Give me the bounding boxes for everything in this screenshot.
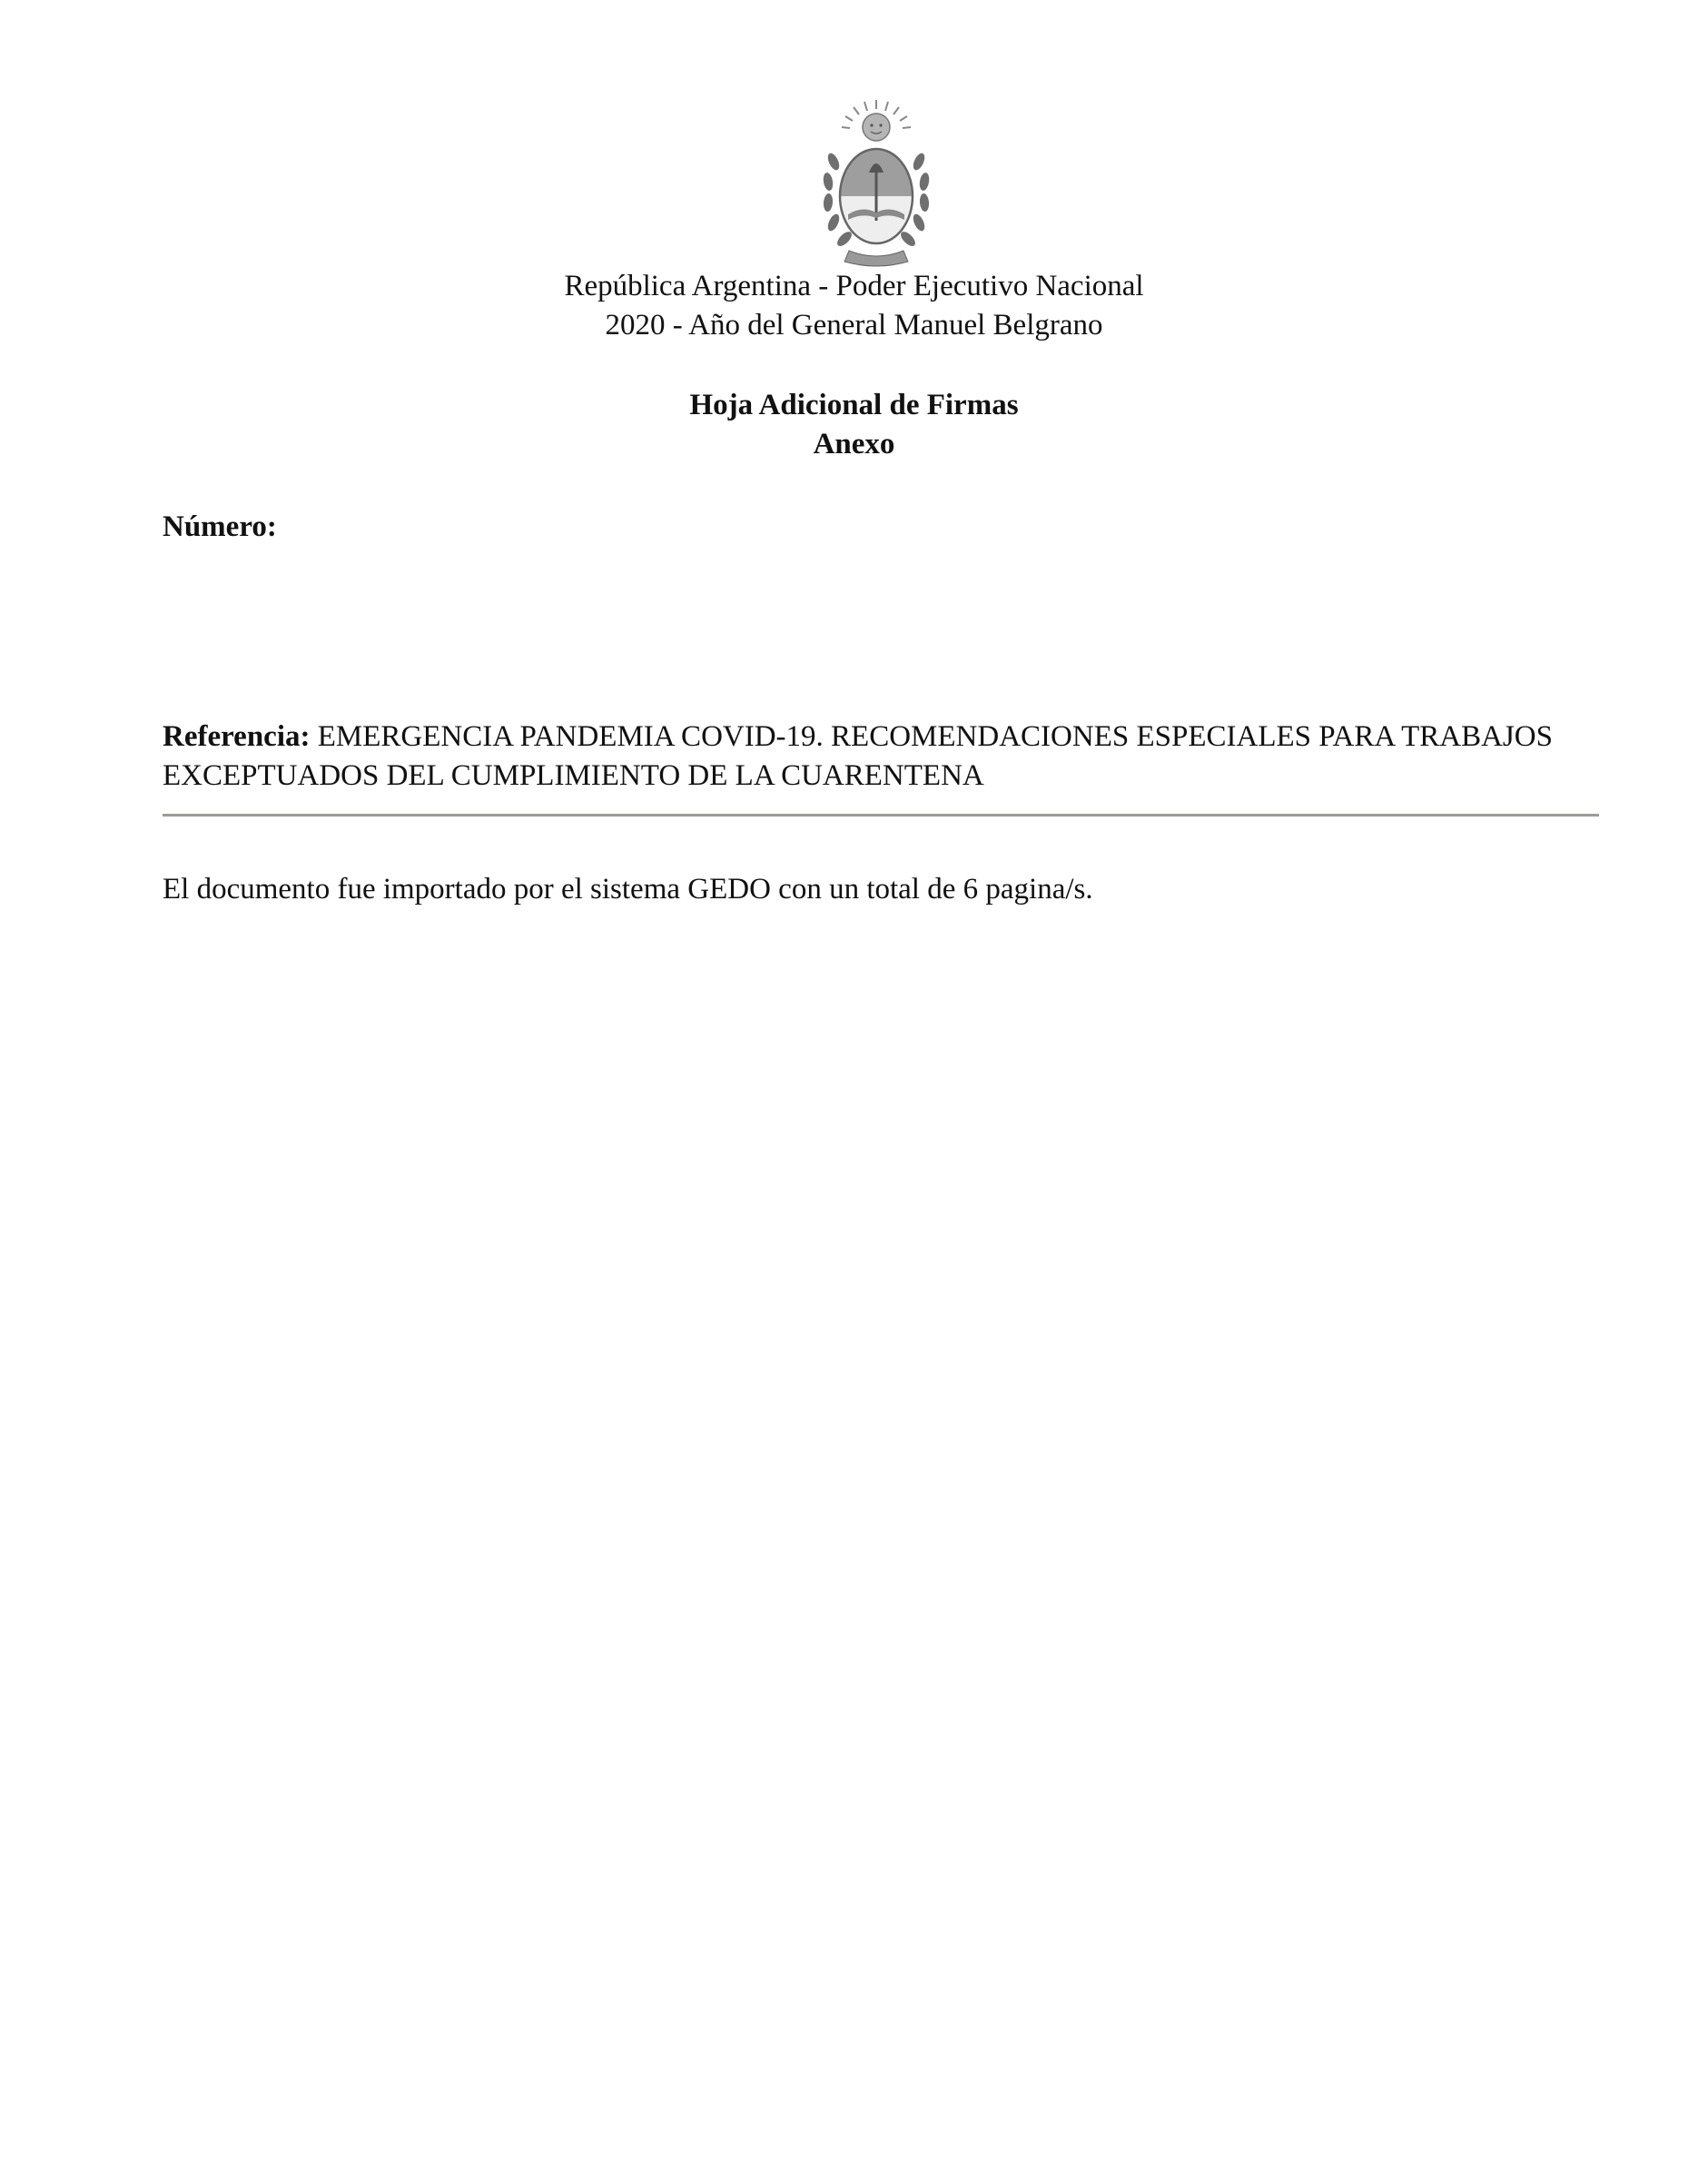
referencia-text: EMERGENCIA PANDEMIA COVID-19. RECOMENDACIONES ESPECIALES PARA TRABAJOS EXCEPTUADOS DEL CUMPLIMIENTO DE LA CUARENTENA	[163, 720, 1553, 792]
argentina-coat-of-arms-icon	[817, 98, 935, 269]
document-subtitle: Anexo	[813, 428, 895, 460]
document-title: Hoja Adicional de Firmas	[689, 389, 1019, 421]
document-titles	[0, 386, 1708, 464]
numero-label: Número:	[163, 510, 277, 543]
document-header	[0, 267, 1708, 345]
referencia-block	[163, 718, 1597, 796]
separator-rule	[163, 814, 1599, 817]
referencia-label: Referencia:	[163, 720, 311, 753]
header-line-year: 2020 - Año del General Manuel Belgrano	[605, 309, 1103, 342]
header-line-republic: República Argentina - Poder Ejecutivo Nacional	[564, 270, 1144, 302]
import-note: El documento fue importado por el sistema GEDO con un total de 6 pagina/s.	[163, 873, 1093, 906]
